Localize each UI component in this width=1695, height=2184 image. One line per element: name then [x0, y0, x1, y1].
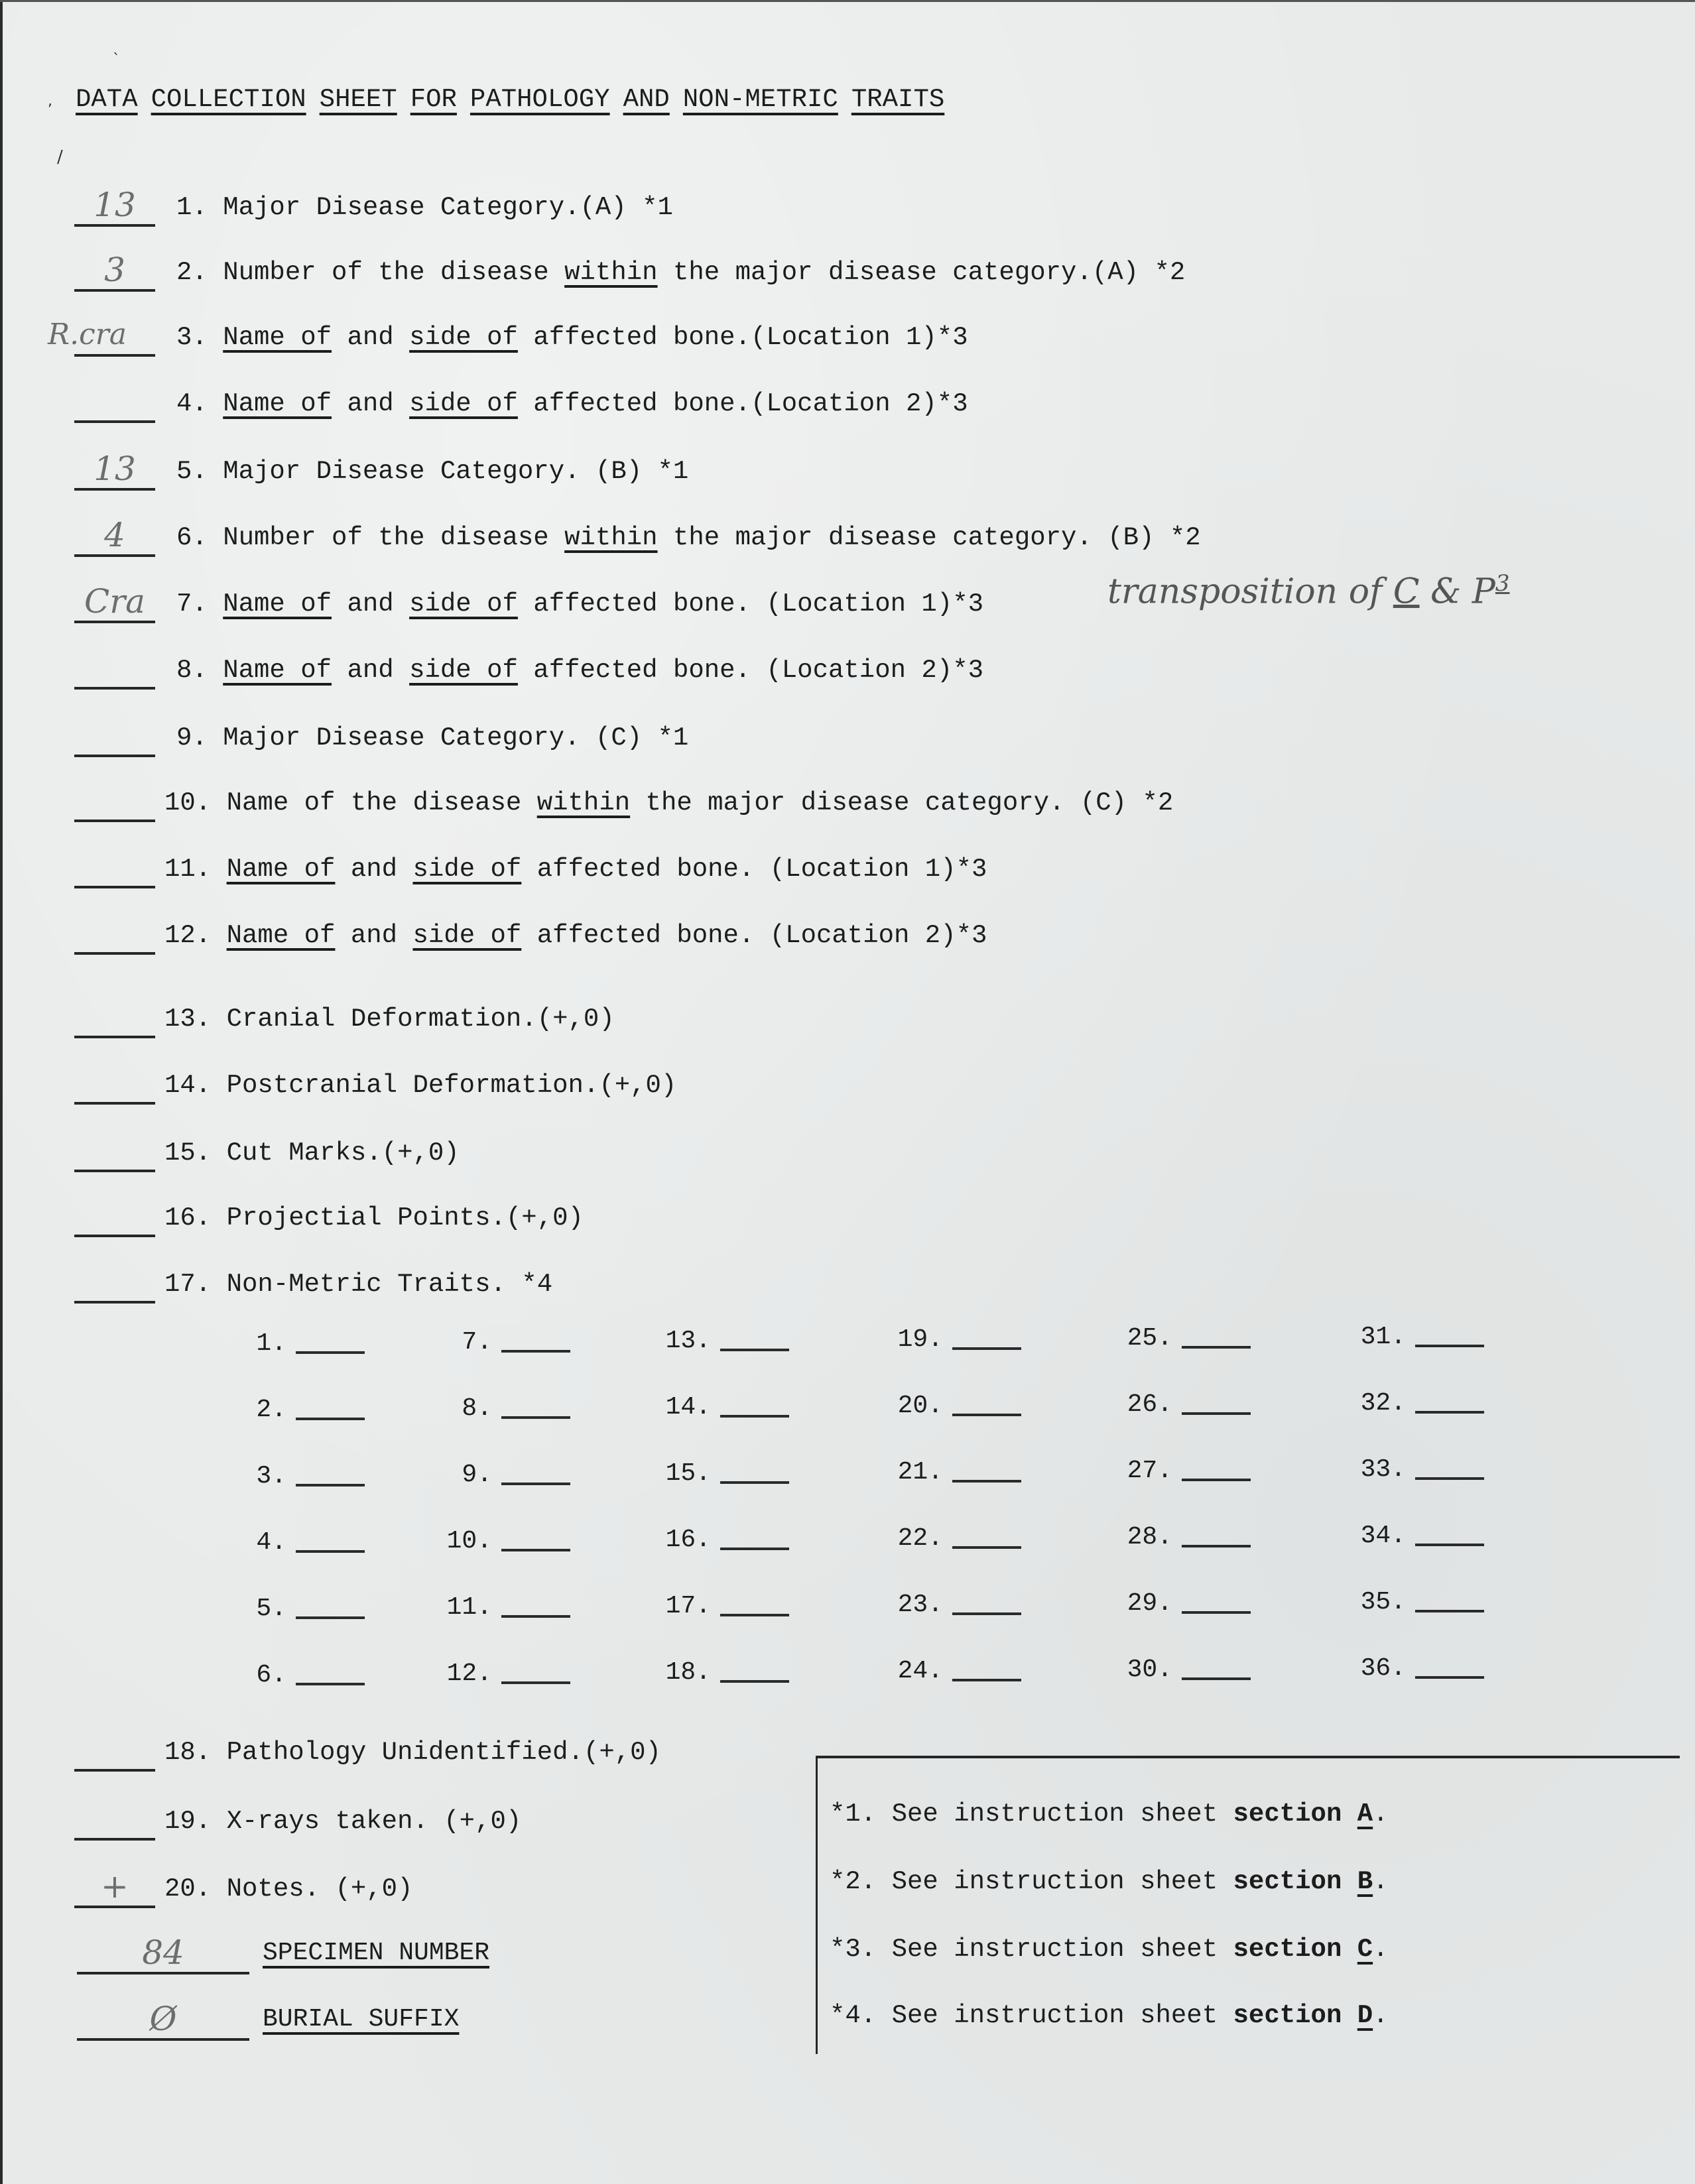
item-number: 18.: [164, 1738, 212, 1767]
item-number: 14.: [164, 1071, 212, 1100]
item-text: and: [332, 656, 410, 685]
footnote: [830, 2001, 1389, 2030]
trait-blank[interactable]: [952, 1347, 1021, 1350]
trait-field: [446, 1394, 570, 1423]
handwritten-margin-note: [1107, 570, 1510, 611]
trait-field: [240, 1528, 365, 1557]
item-label: [176, 587, 983, 621]
item-label: [164, 853, 987, 886]
item-text: and: [332, 389, 410, 418]
trait-number: 2.: [256, 1396, 286, 1424]
item-number: 19.: [164, 1807, 212, 1836]
answer-field[interactable]: [74, 383, 155, 423]
trait-blank[interactable]: [720, 1415, 789, 1418]
answer-field[interactable]: [74, 252, 155, 292]
footnote-bold: section: [1233, 1935, 1342, 1964]
trait-number: 16.: [665, 1526, 711, 1554]
trait-field: [446, 1461, 570, 1489]
item-label: [176, 191, 673, 224]
item-label: [164, 1268, 552, 1301]
item-text: Number of the disease: [223, 258, 565, 287]
burial-suffix-label: BURIAL SUFFIX: [263, 2005, 460, 2033]
underlined-text: side of: [409, 323, 518, 352]
trait-number: 28.: [1127, 1523, 1172, 1551]
trait-blank[interactable]: [501, 1615, 570, 1618]
trait-field: [1359, 1522, 1484, 1550]
item-text: and: [332, 323, 410, 352]
underlined-text: side of: [409, 389, 518, 418]
handwritten-answer: 13: [94, 450, 136, 488]
scan-edge-left: [0, 0, 3, 2184]
trait-field: [664, 1393, 789, 1422]
answer-field[interactable]: [74, 1197, 155, 1237]
item-text: Notes. (+,0): [226, 1874, 413, 1904]
item-text: affected bone.(Location 1)*3: [517, 323, 968, 352]
footnote-end: .: [1373, 2001, 1389, 2030]
footnote-mark: *1.: [830, 1799, 877, 1829]
answer-field[interactable]: [74, 999, 155, 1038]
trait-number: 30.: [1127, 1656, 1172, 1684]
item-text: Projectial Points.(+,0): [226, 1203, 584, 1233]
trait-blank[interactable]: [952, 1480, 1021, 1483]
item-number: 6.: [176, 523, 208, 552]
item-number: 8.: [176, 656, 208, 685]
underlined-text: Name of: [223, 389, 332, 418]
item-text: Major Disease Category.(A) *1: [223, 193, 673, 222]
item-text: affected bone. (Location 1)*3: [517, 589, 984, 619]
footnote-bold: section: [1233, 1799, 1342, 1829]
trait-field: [1359, 1654, 1484, 1683]
footnote-text: See instruction sheet: [876, 1935, 1233, 1964]
underlined-text: side of: [412, 855, 522, 884]
trait-field: [1359, 1323, 1484, 1351]
handwritten-answer: 13: [94, 186, 136, 224]
trait-field: [1359, 1389, 1484, 1418]
item-label: [164, 1872, 412, 1906]
title-word: COLLECTION: [151, 85, 306, 114]
trait-number: 17.: [665, 1592, 711, 1620]
trait-number: 7.: [462, 1328, 492, 1357]
trait-number: 34.: [1360, 1522, 1406, 1550]
trait-field: [664, 1459, 789, 1488]
trait-number: 35.: [1360, 1588, 1406, 1616]
item-text: the major disease category.(A) *2: [657, 258, 1186, 287]
trait-number: 27.: [1127, 1457, 1172, 1485]
title-word: PATHOLOGY: [470, 85, 610, 114]
trait-field: [1359, 1588, 1484, 1616]
handwritten-answer: +: [101, 1867, 129, 1906]
item-label: [176, 654, 983, 687]
handwritten-answer: 3: [104, 251, 125, 289]
trait-blank[interactable]: [1415, 1411, 1484, 1414]
trait-blank[interactable]: [1415, 1345, 1484, 1347]
pencil-mark: /: [57, 147, 63, 167]
trait-blank[interactable]: [296, 1484, 365, 1486]
trait-field: [897, 1325, 1021, 1354]
answer-field[interactable]: [74, 915, 155, 955]
trait-blank[interactable]: [720, 1349, 789, 1351]
trait-blank[interactable]: [952, 1546, 1021, 1549]
trait-blank[interactable]: [1182, 1611, 1251, 1614]
trait-number: 19.: [897, 1325, 943, 1354]
specimen-number-label: SPECIMEN NUMBER: [263, 1939, 490, 1967]
item-label: [176, 321, 968, 354]
item-text: affected bone. (Location 2)*3: [517, 656, 984, 685]
item-label: [164, 1736, 661, 1769]
answer-field[interactable]: [74, 650, 155, 690]
trait-number: 32.: [1360, 1389, 1406, 1418]
underlined-text: within: [564, 258, 658, 287]
item-text: Name of the disease: [226, 788, 537, 818]
item-text: Cranial Deformation.(+,0): [226, 1004, 615, 1034]
item-text: affected bone.(Location 2)*3: [517, 389, 968, 418]
note-text: & P: [1419, 572, 1495, 612]
trait-field: [240, 1462, 365, 1490]
trait-field: [664, 1327, 789, 1355]
item-number: 12.: [164, 921, 212, 950]
trait-blank[interactable]: [1182, 1545, 1251, 1547]
trait-field: [1126, 1457, 1251, 1485]
footnote-bold: section: [1233, 1867, 1342, 1896]
item-text: Non-Metric Traits. *4: [226, 1270, 553, 1299]
trait-number: 11.: [446, 1593, 492, 1622]
trait-blank[interactable]: [501, 1681, 570, 1684]
trait-field: [897, 1657, 1021, 1685]
footnote-letter: B: [1357, 1867, 1373, 1896]
trait-number: 25.: [1127, 1324, 1172, 1353]
item-number: 5.: [176, 457, 208, 486]
title-word: TRAITS: [851, 85, 945, 114]
trait-number: 14.: [665, 1393, 711, 1422]
item-number: 15.: [164, 1138, 212, 1168]
trait-blank[interactable]: [1415, 1676, 1484, 1679]
burial-suffix-field[interactable]: [77, 2001, 249, 2041]
item-number: 2.: [176, 258, 208, 287]
item-number: 11.: [164, 855, 212, 884]
item-number: 17.: [164, 1270, 212, 1299]
item-number: 7.: [176, 589, 208, 619]
answer-field[interactable]: [74, 451, 155, 491]
trait-blank[interactable]: [720, 1680, 789, 1683]
item-text: Pathology Unidentified.(+,0): [226, 1738, 661, 1767]
scan-edge-top: [0, 0, 1695, 2]
trait-blank[interactable]: [1415, 1477, 1484, 1480]
title-word: DATA: [76, 85, 138, 114]
trait-field: [240, 1396, 365, 1424]
item-number: 1.: [176, 193, 208, 222]
trait-blank[interactable]: [952, 1414, 1021, 1416]
trait-blank[interactable]: [1415, 1610, 1484, 1612]
item-number: 3.: [176, 323, 208, 352]
item-text: Number of the disease: [223, 523, 565, 552]
answer-field[interactable]: [74, 187, 155, 227]
trait-blank[interactable]: [952, 1612, 1021, 1615]
footnote-letter: A: [1357, 1799, 1373, 1829]
trait-number: 31.: [1360, 1323, 1406, 1351]
underlined-text: Name of: [226, 855, 336, 884]
underlined-text: side of: [409, 589, 518, 619]
answer-field[interactable]: [74, 1264, 155, 1304]
answer-field[interactable]: [48, 317, 155, 357]
trait-field: [1126, 1523, 1251, 1551]
trait-field: [446, 1527, 570, 1555]
item-text: Postcranial Deformation.(+,0): [226, 1071, 677, 1100]
item-number: 9.: [176, 723, 208, 753]
trait-blank[interactable]: [1182, 1479, 1251, 1481]
trait-number: 4.: [256, 1528, 286, 1557]
trait-field: [240, 1595, 365, 1623]
item-text: Major Disease Category. (B) *1: [223, 457, 689, 486]
trait-number: 33.: [1360, 1455, 1406, 1484]
underlined-text: Name of: [223, 323, 332, 352]
answer-field[interactable]: [74, 1132, 155, 1172]
trait-field: [446, 1328, 570, 1357]
handwritten-answer: 4: [104, 516, 125, 554]
pencil-mark: ,: [48, 93, 52, 109]
footnote-bold: section: [1233, 2001, 1342, 2030]
trait-blank[interactable]: [720, 1547, 789, 1550]
footnote: [830, 1935, 1389, 1964]
title-word: FOR: [410, 85, 457, 114]
item-text: affected bone. (Location 2)*3: [521, 921, 987, 950]
trait-field: [897, 1591, 1021, 1619]
trait-number: 23.: [897, 1591, 943, 1619]
trait-blank[interactable]: [501, 1549, 570, 1551]
item-text: the major disease category. (C) *2: [630, 788, 1174, 818]
trait-number: 1.: [256, 1329, 286, 1358]
trait-blank[interactable]: [296, 1351, 365, 1354]
item-label: [164, 1201, 584, 1235]
footnote-mark: *2.: [830, 1867, 877, 1896]
footnote-text: See instruction sheet: [876, 1867, 1233, 1896]
underlined-text: side of: [409, 656, 518, 685]
trait-field: [446, 1660, 570, 1688]
answer-field[interactable]: [74, 782, 155, 822]
trait-number: 29.: [1127, 1589, 1172, 1618]
title-word: NON-METRIC: [682, 85, 838, 114]
trait-number: 26.: [1127, 1390, 1172, 1419]
trait-number: 8.: [462, 1394, 492, 1423]
item-label: [176, 256, 1185, 289]
item-number: 13.: [164, 1004, 212, 1034]
trait-blank[interactable]: [720, 1614, 789, 1616]
trait-field: [240, 1661, 365, 1689]
title-word: SHEET: [319, 85, 397, 114]
trait-number: 13.: [665, 1327, 711, 1355]
trait-number: 9.: [462, 1461, 492, 1489]
trait-field: [664, 1526, 789, 1554]
footnote: [830, 1867, 1389, 1896]
answer-field[interactable]: [74, 583, 155, 623]
specimen-number-field[interactable]: [77, 1935, 249, 1974]
answer-field[interactable]: [74, 517, 155, 557]
underlined-text: Name of: [223, 589, 332, 619]
item-text: affected bone. (Location 1)*3: [521, 855, 987, 884]
footnote: [830, 1799, 1389, 1829]
trait-number: 36.: [1360, 1654, 1406, 1683]
item-text: Major Disease Category. (C) *1: [223, 723, 689, 753]
trait-blank[interactable]: [1182, 1677, 1251, 1680]
footnote-end: .: [1373, 1867, 1389, 1896]
trait-blank[interactable]: [501, 1416, 570, 1419]
pencil-mark: ˋ: [113, 52, 120, 68]
answer-field[interactable]: [74, 1801, 155, 1841]
item-label: [176, 387, 968, 420]
footnote-text: See instruction sheet: [876, 2001, 1233, 2030]
burial-suffix-value: Ø: [149, 2000, 177, 2038]
note-superscript: 3: [1495, 570, 1510, 597]
footnote-letter: C: [1357, 1935, 1373, 1964]
trait-blank[interactable]: [1415, 1544, 1484, 1546]
trait-field: [240, 1329, 365, 1358]
answer-field[interactable]: [74, 1868, 155, 1908]
handwritten-answer: Cra: [84, 582, 145, 621]
trait-blank[interactable]: [501, 1483, 570, 1485]
item-text: X-rays taken. (+,0): [226, 1807, 522, 1836]
item-label: [164, 786, 1173, 819]
trait-number: 5.: [256, 1595, 286, 1623]
item-text: Cut Marks.(+,0): [226, 1138, 460, 1168]
underlined-text: Name of: [226, 921, 336, 950]
item-label: [176, 721, 688, 755]
trait-blank[interactable]: [1182, 1412, 1251, 1415]
specimen-number-value: 84: [142, 1933, 184, 1972]
item-label: [164, 1002, 615, 1036]
trait-number: 20.: [897, 1392, 943, 1420]
trait-field: [897, 1392, 1021, 1420]
trait-number: 24.: [897, 1657, 943, 1685]
footnote-end: .: [1373, 1935, 1389, 1964]
trait-field: [1126, 1390, 1251, 1419]
item-number: 20.: [164, 1874, 212, 1904]
trait-blank[interactable]: [296, 1550, 365, 1553]
note-canine: C: [1393, 572, 1420, 612]
item-label: [164, 919, 987, 952]
trait-field: [897, 1524, 1021, 1553]
trait-number: 15.: [665, 1459, 711, 1488]
footnote-mark: *4.: [830, 2001, 877, 2030]
trait-blank[interactable]: [952, 1679, 1021, 1681]
item-text: and: [332, 589, 410, 619]
footnote-mark: *3.: [830, 1935, 877, 1964]
trait-blank[interactable]: [296, 1683, 365, 1685]
trait-number: 22.: [897, 1524, 943, 1553]
trait-blank[interactable]: [501, 1350, 570, 1353]
item-label: [164, 1069, 676, 1102]
item-label: [176, 521, 1201, 554]
trait-field: [897, 1458, 1021, 1486]
note-text: transposition of: [1107, 572, 1393, 612]
item-text: and: [335, 855, 413, 884]
item-number: 10.: [164, 788, 212, 818]
item-text: the major disease category. (B) *2: [657, 523, 1201, 552]
trait-field: [1126, 1324, 1251, 1353]
trait-number: 3.: [256, 1462, 286, 1490]
answer-field[interactable]: [74, 1065, 155, 1105]
trait-field: [1359, 1455, 1484, 1484]
trait-number: 12.: [446, 1660, 492, 1688]
answer-field[interactable]: [74, 717, 155, 757]
trait-field: [664, 1658, 789, 1687]
trait-field: [1126, 1656, 1251, 1684]
footnote-text: See instruction sheet: [876, 1799, 1233, 1829]
item-text: and: [335, 921, 413, 950]
footnote-letter: D: [1357, 2001, 1373, 2030]
trait-number: 21.: [897, 1458, 943, 1486]
underlined-text: within: [564, 523, 658, 552]
underlined-text: Name of: [223, 656, 332, 685]
underlined-text: within: [536, 788, 631, 818]
answer-field[interactable]: [74, 849, 155, 888]
footnotes-box: [816, 1756, 1680, 2054]
item-label: [164, 1136, 460, 1170]
trait-blank[interactable]: [1182, 1346, 1251, 1349]
trait-field: [446, 1593, 570, 1622]
item-number: 4.: [176, 389, 208, 418]
trait-field: [664, 1592, 789, 1620]
trait-blank[interactable]: [296, 1616, 365, 1619]
trait-field: [1126, 1589, 1251, 1618]
item-number: 16.: [164, 1203, 212, 1233]
title-word: AND: [623, 85, 670, 114]
trait-number: 6.: [256, 1661, 286, 1689]
handwritten-answer: R.cra: [48, 318, 127, 351]
page-title: [76, 85, 958, 114]
trait-number: 18.: [665, 1658, 711, 1687]
footnote-end: .: [1373, 1799, 1389, 1829]
trait-number: 10.: [446, 1527, 492, 1555]
trait-blank[interactable]: [296, 1418, 365, 1420]
underlined-text: side of: [412, 921, 522, 950]
answer-field[interactable]: [74, 1732, 155, 1772]
item-label: [164, 1805, 521, 1838]
item-label: [176, 455, 688, 488]
trait-blank[interactable]: [720, 1481, 789, 1484]
